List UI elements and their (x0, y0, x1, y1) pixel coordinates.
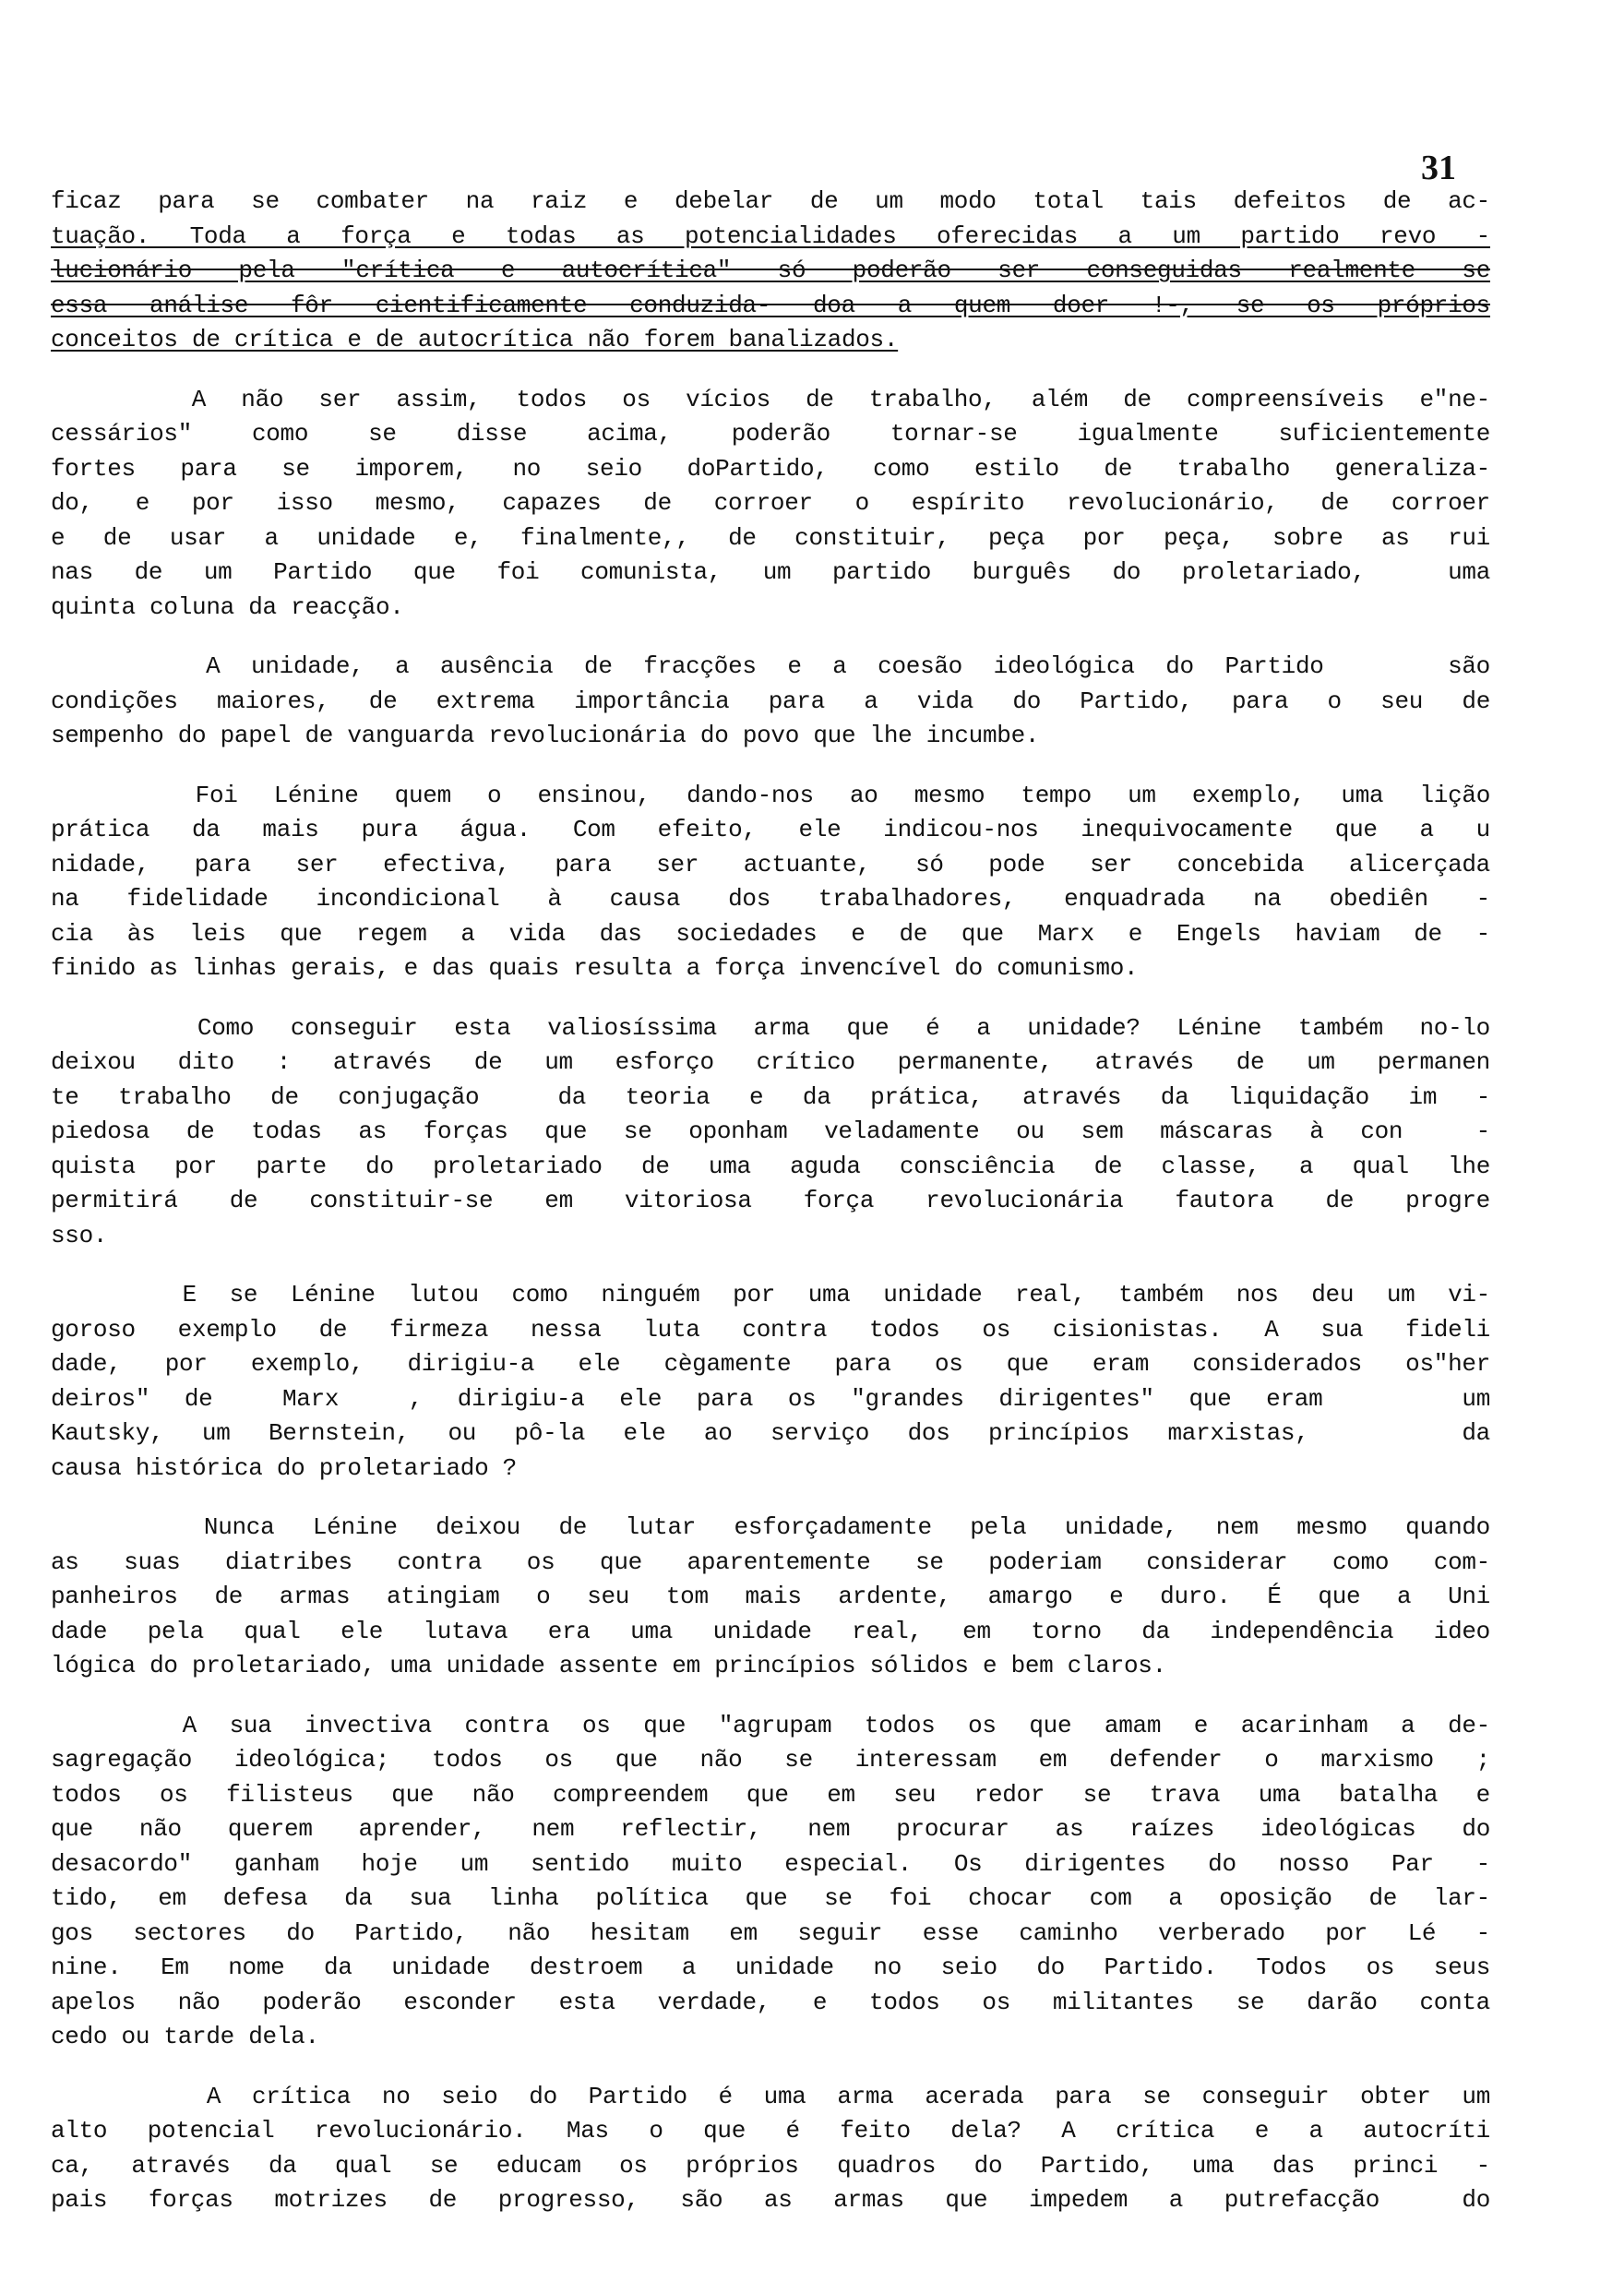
text-line: Nunca Lénine deixou de lutar esforçadamente pela unidade, nem mesmo quando (51, 1513, 1490, 1541)
text-line: na fidelidade incondicional à causa dos trabalhadores, enquadrada na obediên - (51, 885, 1490, 913)
text-line: dade pela qual ele lutava era uma unidade real, em torno da independência ideo (51, 1617, 1490, 1645)
text-line: E se Lénine lutou como ninguém por uma unidade real, também nos deu um vi- (51, 1281, 1490, 1308)
text-line: tuação. Toda a força e todas as potencialidades oferecidas a um partido revo - (51, 221, 1490, 250)
text-line: deixou dito : através de um esforço crítico permanente, através de um permanen (51, 1048, 1490, 1076)
text-line: todos os filisteus que não compreendem que em seu redor se trava uma batalha e (51, 1780, 1490, 1809)
text-line: permitirá de constituir-se em vitoriosa força revolucionária fautora de progre (51, 1187, 1490, 1214)
text-line: nidade, para ser efectiva, para ser actuante, só pode ser concebida alicerçada (51, 850, 1490, 878)
page-number: 31 (1421, 149, 1456, 187)
text-line: A não ser assim, todos os vícios de trabalho, além de compreensíveis e"ne- (51, 385, 1490, 413)
text-line: alto potencial revolucionário. Mas o que é feito dela? A crítica e a autocríti (51, 2117, 1490, 2145)
text-line: cessários" como se disse acima, poderão tornar-se igualmente suficientemente (51, 420, 1490, 448)
body-text (51, 185, 1490, 2243)
text-line: sempenho do papel de vanguarda revolucionária do povo que lhe incumbe. (51, 722, 1040, 749)
text-line: A crítica no seio do Partido é uma arma acerada para se conseguir obter um (51, 2082, 1490, 2110)
text-line: lucionário pela "crítica e autocrítica" só poderão ser conseguidas realmente se (51, 257, 1490, 284)
text-line: do, e por isso mesmo, capazes de corroer o espírito revolucionário, de corroer (51, 489, 1490, 517)
text-line: sso. (51, 1221, 108, 1249)
text-line: gos sectores do Partido, não hesitam em seguir esse caminho verberado por Lé - (51, 1918, 1490, 1947)
paragraph-4 (51, 779, 1490, 986)
text-line: que não querem aprender, nem reflectir, nem procurar as raízes ideológicas do (51, 1815, 1490, 1843)
text-line: pais forças motrizes de progresso, são as armas que impedem a putrefacção do (51, 2186, 1490, 2214)
text-line: dade, por exemplo, dirigiu-a ele cègamente para os que eram considerados os"her (51, 1350, 1490, 1378)
paragraph-9 (51, 2080, 1490, 2218)
text-line: nine. Em nome da unidade destroem a unidade no seio do Partido. Todos os seus (51, 1953, 1490, 1981)
text-line: Como conseguir esta valiosíssima arma que é a unidade? Lénine também no-lo (51, 1013, 1490, 1042)
paragraph-5 (51, 1011, 1490, 1254)
paragraph-8 (51, 1709, 1490, 2055)
text-line: essa análise fôr cientificamente conduzida- doa a quem doer !-, se os próprios (51, 291, 1490, 319)
text-line: quinta coluna da reacção. (51, 592, 404, 621)
text-line: ficaz para se combater na raiz e debelar de um modo total tais defeitos de ac- (51, 187, 1490, 215)
text-line: conceitos de crítica e de autocrítica não forem banalizados. (51, 326, 899, 353)
text-line: causa histórica do proletariado ? (51, 1453, 517, 1482)
text-line: panheiros de armas atingiam o seu tom mais ardente, amargo e duro. É que a Uni (51, 1583, 1490, 1610)
text-line: te trabalho de conjugação da teoria e da prática, através da liquidação im - (51, 1082, 1490, 1111)
text-line: Kautsky, um Bernstein, ou pô-la ele ao serviço dos princípios marxistas, da (51, 1419, 1490, 1447)
text-line: piedosa de todas as forças que se oponham veladamente ou sem máscaras à con - (51, 1117, 1490, 1145)
text-line: as suas diatribes contra os que aparentemente se poderiam considerar como com- (51, 1547, 1490, 1576)
text-line: quista por parte do proletariado de uma aguda consciência de classe, a qual lhe (51, 1152, 1490, 1180)
paragraph-3 (51, 650, 1490, 754)
text-line: Foi Lénine quem o ensinou, dando-nos ao mesmo tempo um exemplo, uma lição (51, 781, 1490, 809)
paragraph-6 (51, 1278, 1490, 1486)
text-line: apelos não poderão esconder esta verdade, e todos os militantes se darão conta (51, 1988, 1490, 2016)
text-line: fortes para se imporem, no seio doPartido, como estilo de trabalho generaliza- (51, 454, 1490, 483)
paragraph-2 (51, 383, 1490, 626)
text-line: goroso exemplo de firmeza nessa luta contra todos os cisionistas. A sua fideli (51, 1315, 1490, 1344)
text-line: lógica do proletariado, uma unidade assente em princípios sólidos e bem claros. (51, 1652, 1166, 1679)
text-line: nas de um Partido que foi comunista, um partido burguês do proletariado, uma (51, 558, 1490, 586)
text-line: e de usar a unidade e, finalmente,, de constituir, peça por peça, sobre as rui (51, 523, 1490, 552)
text-line: prática da mais pura água. Com efeito, ele indicou-nos inequivocamente que a u (51, 816, 1490, 843)
text-line: finido as linhas gerais, e das quais resulta a força invencível do comunismo. (51, 954, 1139, 982)
text-line: desacordo" ganham hoje um sentido muito especial. Os dirigentes do nosso Par - (51, 1849, 1490, 1878)
text-line: ca, através da qual se educam os próprios quadros do Partido, uma das princi - (51, 2151, 1490, 2180)
text-line: condições maiores, de extrema importância para a vida do Partido, para o seu de (51, 687, 1490, 715)
text-line: A sua invectiva contra os que "agrupam todos os que amam e acarinham a de- (51, 1711, 1490, 1739)
text-line: sagregação ideológica; todos os que não se interessam em defender o marxismo ; (51, 1746, 1490, 1774)
text-line: cedo ou tarde dela. (51, 2023, 319, 2050)
text-line: A unidade, a ausência de fracções e a coesão ideológica do Partido são (51, 652, 1490, 680)
text-line: cia às leis que regem a vida das sociedades e de que Marx e Engels haviam de - (51, 919, 1490, 948)
paragraph-1 (51, 185, 1490, 358)
text-line: deiros" de Marx , dirigiu-a ele para os "grandes dirigentes" que eram um (51, 1384, 1490, 1413)
text-line: tido, em defesa da sua linha política que se foi chocar com a oposição de lar- (51, 1884, 1490, 1912)
paragraph-7 (51, 1511, 1490, 1684)
